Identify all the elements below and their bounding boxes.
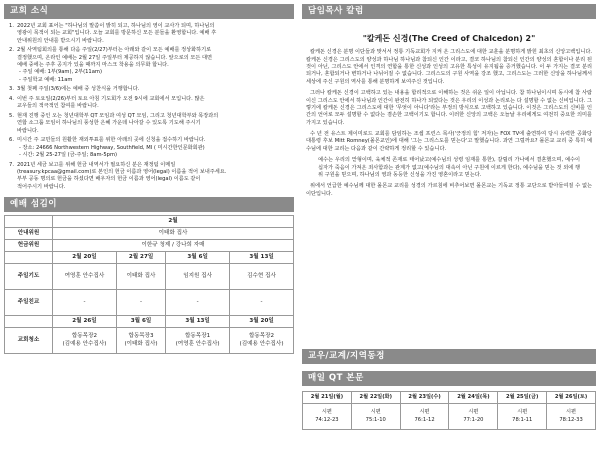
prayer-value: 이태화 집사 [116,264,165,290]
date-cell: 2월 26일 [53,316,117,328]
qt-passage [400,404,449,430]
date-cell: 3월 20일 [230,316,294,328]
news-text [17,23,291,45]
column-paragraph: 수 년 전 유스트 제이미로드 교회를 담임하는 조셉 프린스 목사('긍정의 힘' 저자)는 FOX TV에 출연하여 당시 유력한 공화당 대통령 후보 Mitt Romney(몰몬교인)에 대해 '그는 그리스도를 믿는다'고 말했습니다. 과연 그럴까요? 몰몬교 교리 중 특히 예수님에 대한 교리는 다음과 같이 간략하게 정리할 수 있습니다. [306,131,592,152]
news-line: 결정했으며, 온라인 예배는 2월 27일 주일부터 제공하지 않습니다. 앞으로의 모든 대면 [17,54,213,61]
empty-cell [5,252,53,264]
news-line: 2022년 교회 표어는 "하나님의 말씀이 밝히 되고, 하나님의 영이 교사가 되며, 하나님의 [17,23,215,29]
qt-date: 2월 24일(목) [449,392,498,404]
news-text [17,86,291,93]
qt-passage [303,404,352,430]
news-line: (treasury.kpcaa@gmail.com)로 본인의 헌금 이름과 영어(legal) 이름을 적어 보내주세요. [17,168,227,175]
date-cell: 3월 13일 [166,316,230,328]
news-line: 영광이 목적이 되는 교회"입니다. 오늘 교회를 방문하신 모든 분들을 환영합니다. 예배 후 [17,30,217,37]
news-text [17,113,291,135]
news-item [7,113,291,135]
qt-verse: 76:1-12 [414,416,435,423]
links-heading: 교우/교계/지역동정 [302,349,596,364]
qt-book: 시편 [566,408,577,415]
clean-group: 합동목장1 [185,332,211,339]
meal-label: 주일친교 [5,290,53,316]
clean-leader: (이태화 집사) [124,340,158,347]
column-closing: 위에서 언급한 예수님께 대한 몰몬교 교리를 성경의 가르침에 비추어보면 몰몬교는 기독교 정통 교단으로 받아들여질 수 없는 이단입니다. [306,183,592,197]
news-text [17,47,291,84]
right-column [302,4,596,202]
date-cell: 3월 6일 [166,252,230,264]
qt-date: 2월 22일(화) [351,392,400,404]
clean-label: 교회청소 [5,328,53,354]
clean-value [166,328,230,354]
qt-verse: 74:12-23 [315,416,339,423]
clean-value [230,328,294,354]
qt-table [302,391,596,430]
news-line: 부부 공동 명의로 헌금을 하셨다면 배우자의 헌금 이름과 영어(legal) 이름도 같이 [17,176,201,183]
qt-passage [351,404,400,430]
pastor-heading: 담임목사 칼럼 [302,4,596,19]
column-paragraph: 칼케돈 신경은 분명 이단들과 맞서서 정통 기독교회가 지켜 온 그리스도에 대한 교훈을 분명하게 밝힌 최초의 신앙고백입니다. 칼케돈 신경은 그리스도의 양성과 하나님 하나님과 참되신 인간 이라고, 결코 하나님의 참되신 인간의 양성의 혼합이나 분리 된 것이 아닌, 그리스도 안에서 인격의 연합을 통한 신성과 인성의 고유한 특성이 유지됨을 증거했습니다. 이 두 가지는 결코 분리되거나, 혼합되거나 변하거나 나뉘어질 수 없습니다. 그리스도의 구원 사역을 강조 했고, 그리스도는 그러한 신앙을 하나님께서 세상에 주신 구원의 역사를 통해 분명하게 보여주신 것입니다. [306,49,592,85]
news-item [7,47,291,84]
news-text [17,96,291,111]
clean-value [116,328,165,354]
qt-book: 시편 [517,408,528,415]
column-quote: 예수는 우리의 맏형이며, 육체적 존재로 태어났고(예수님의 성령 임재를 통한), 갈릴리 가나에서 결혼했으며, 예수이 십자가 죽음이 가져온 죄사함과는 관계가 없고(예수님의 대속이 아닌 구원에 이르게 한다), 예수님을 믿는 것 외에 행위 구원을 믿으며, 하나님의 영과 동등한 신성을 가진 영혼이라고 믿는다. [318,157,580,178]
qt-date: 2월 21일(월) [303,392,352,404]
qt-date: 2월 23일(수) [400,392,449,404]
news-item [7,162,291,192]
usher-value: 이태화 집사 [53,228,294,240]
news-number: 3. [9,86,14,93]
meal-value: - [53,290,117,316]
qt-book: 시편 [468,408,479,415]
news-line: 예배 중에는 주후 공지가 있을 때까지 마스크 착용을 의무화 합니다. [17,62,169,69]
date-cell: 2월 20일 [53,252,117,264]
news-number: 1. [9,23,14,29]
news-number: 7. [9,161,14,168]
clean-leader: (김예용 안수집사) [239,340,284,347]
qt-verse: 75:1-10 [365,416,386,423]
date-cell: 3월 6일 [116,316,165,328]
news-text [17,162,291,192]
clean-group: 합동목장3 [128,332,154,339]
qt-passage [547,404,596,430]
month-cell: 2월 [53,216,294,228]
qt-verse: 78:12-33 [559,416,583,423]
column-title: "칼케돈 신경(The Creed of Chalcedon) 2" [362,34,536,43]
qt-date: 2월 26일(토) [547,392,596,404]
offering-value: 이한규 청제 / 강나희 자매 [53,240,294,252]
left-column [4,4,294,354]
qt-book: 시편 [419,408,430,415]
news-line: - 시간: 2월 25-27일 (금-주일; 8am-5pm) [19,151,118,158]
news-line: 안내위원의 안내를 받으시기 바랍니다. [17,37,104,44]
news-heading: 교회 소식 [4,4,294,19]
news-line: - 장소: 24666 Northwestern Highway, Southfield, MI ( 미시간한인문화회관) [19,144,205,151]
offering-label: 헌금위원 [5,240,53,252]
news-item [7,23,291,45]
news-number: 4. [9,95,14,102]
clean-group: 합동목장2 [71,332,98,339]
qt-verse: 78:1-11 [512,416,533,423]
meal-value: - [116,290,165,316]
news-line: - 주일 예배: 1부(9am), 2부(11am) [19,69,102,76]
qt-passage [498,404,547,430]
news-item [7,96,291,111]
qt-verse: 77:1-20 [463,416,484,423]
worship-heading: 예배 섬김이 [4,197,294,212]
news-line: 미시간 주 교민들의 원활한 재외투표를 위한 아래의 곳에 신청을 접수하기 바랍니다. [17,137,206,144]
prayer-value: 여영훈 안수집사 [53,264,117,290]
news-line: 2월 사역팀회의를 통해 다음 주일(2/27)부터는 아래와 같이 모든 예배를 정상화하기로 [17,47,212,54]
date-cell: 3월 13일 [230,252,294,264]
qt-heading: 매일 QT 본문 [302,371,596,386]
worship-table [4,215,294,354]
clean-value [53,328,117,354]
clean-leader: (김예용 안수집사) [62,340,107,347]
clean-leader: (여영훈 안수집사) [175,340,220,347]
news-line: 연합 소그룹 모임이 하나님의 풍성한 은혜 가운데 나아갈 수 있도록 기도해 주시기 [17,120,201,127]
prayer-value: 김수현 집사 [230,264,294,290]
news-number: 5. [9,112,14,119]
qt-book: 시편 [370,408,381,415]
usher-label: 안내위원 [5,228,53,240]
meal-value: - [230,290,294,316]
qt-date: 2월 25일(금) [498,392,547,404]
column-body [302,49,596,198]
clean-group: 합동목장2 [248,332,275,339]
news-item [7,137,291,159]
prayer-value: 임지원 집사 [166,264,230,290]
empty-cell [5,316,53,328]
prayer-label: 주일기도 [5,264,53,290]
news-line: 이번 주 토요일(2/26)부터 토요 아침 기도회가 오전 9시에 교회에서 모입니다. 많은 [17,95,205,102]
news-line: 현재 진행 중인 오는 청년대학부 QT 모임과 여성 QT 모임, 그리고 청년대학부와 목장과의 [17,112,219,119]
qt-passage [449,404,498,430]
meal-value: - [166,290,230,316]
column-paragraph: 그러나 칼케돈 신경이 고백하고 있는 내용을 합리적으로 이해하는 것은 쉬운 일이 아닙니다. 참 하나님이시며 동시에 참 사람이신 그리스도 안에서 하나님과 인간이 완전히 하나가 되었다는 것은 우리의 이성과 논리로는 다 설명할 수 없는 신비입니다. 그렇기에 칼케돈 신경은 그리스도에 대한 '무엇이 아니다'라는 부정의 방식으로 고백하고 있습니다. 이것은 그리스도의 신비를 인간의 언어로 모두 설명할 수 없다는 겸손한 고백이기도 합니다. 이러한 신앙의 고백은 오늘날 우리에게도 여전히 중요한 의미를 가지고 있습니다. [306,90,592,126]
news-line: - 주일학교 예배: 11am [19,76,73,83]
qt-book: 시편 [321,408,332,415]
news-line: 적어주시기 바랍니다. [17,183,66,190]
news-text [17,137,291,159]
news-list [4,23,294,191]
news-line: 3월 첫째 주일(3/6)에는 예배 중 성찬식을 거행합니다. [17,86,140,93]
news-number: 2. [9,47,14,54]
news-line: 바랍니다. [17,127,39,134]
date-cell: 2월 27일 [116,252,165,264]
news-line: 2021년 세금 보고를 위해 헌금 내역서가 필요하신 분은 재정팀 이메일 [17,161,176,168]
news-line: 교우들의 적극적인 참여를 바랍니다. [17,103,99,110]
empty-cell [5,216,53,228]
news-item [7,86,291,93]
news-number: 6. [9,137,14,144]
